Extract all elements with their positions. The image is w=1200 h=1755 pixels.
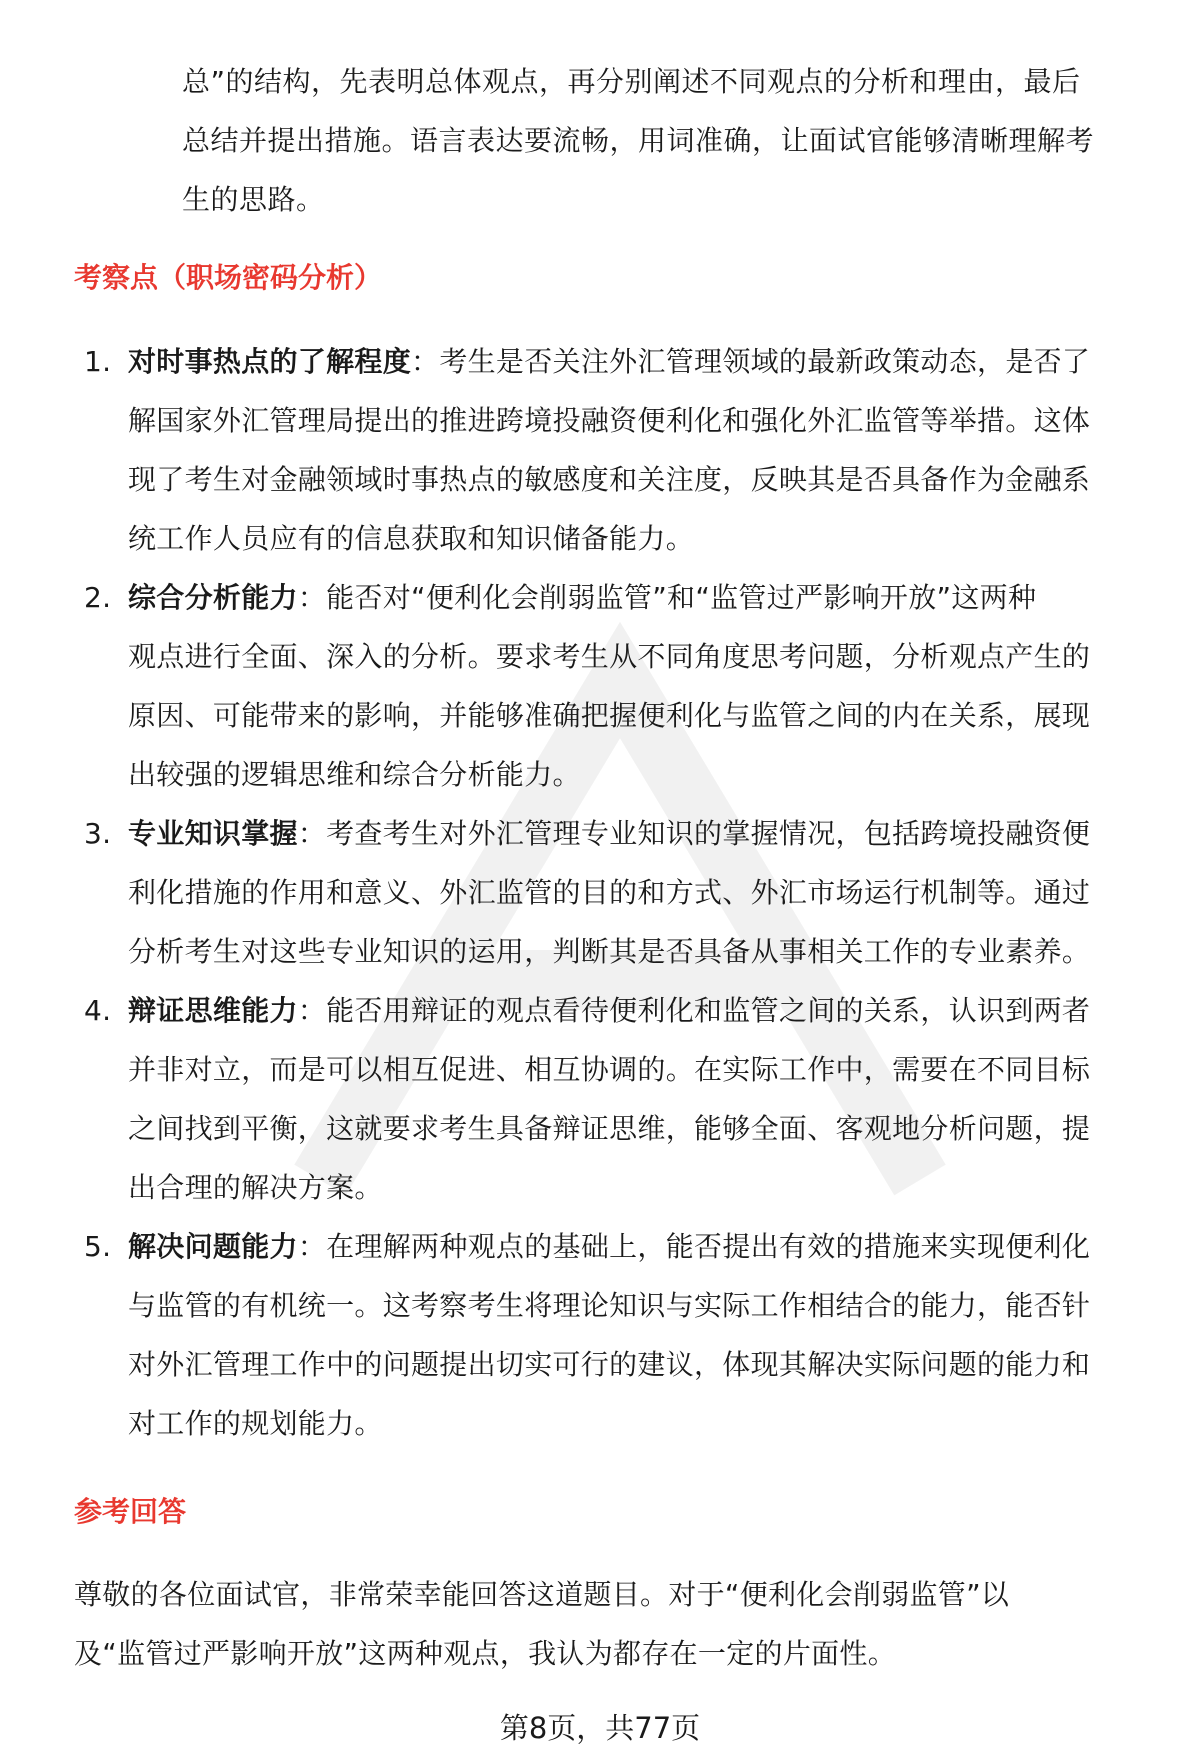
item-text-line: 解国家外汇管理局提出的推进跨境投融资便利化和强化外汇监管等举措。这体 [128, 404, 1091, 437]
item-text-line: 分析考生对这些专业知识的运用，判断其是否具备从事相关工作的专业素养。 [128, 935, 1091, 968]
item-text-line: 出较强的逻辑思维和综合分析能力。 [128, 758, 581, 791]
item-text-line: 原因、可能带来的影响，并能够准确把握便利化与监管之间的内在关系，展现 [128, 699, 1091, 732]
intro-line: 总结并提出措施。语言表达要流畅，用词准确，让面试官能够清晰理解考 [182, 124, 1095, 157]
item-title: 对时事热点的了解程度 [128, 345, 412, 378]
item-number: 1. [84, 345, 112, 378]
list-item [74, 332, 1144, 568]
item-text-line: 之间找到平衡，这就要求考生具备辩证思维，能够全面、客观地分析问题，提 [128, 1112, 1091, 1145]
answer-line: 及“监管过严影响开放”这两种观点，我认为都存在一定的片面性。 [74, 1637, 897, 1670]
item-text-line: ：能否对“便利化会削弱监管”和“监管过严影响开放”这两种 [297, 581, 1037, 614]
item-title: 辩证思维能力 [128, 994, 298, 1027]
answer-paragraph [74, 1565, 1144, 1683]
answer-line: 尊敬的各位面试官，非常荣幸能回答这道题目。对于“便利化会削弱监管”以 [74, 1578, 1010, 1611]
intro-paragraph [182, 52, 1142, 229]
item-text-line: 现了考生对金融领域时事热点的敏感度和关注度，反映其是否具备作为金融系 [128, 463, 1091, 496]
item-text-line: ：能否用辩证的观点看待便利化和监管之间的关系，认识到两者 [297, 994, 1091, 1027]
page-number: 第8页，共77页 [499, 1711, 701, 1745]
points-list [74, 332, 1144, 1453]
item-text-line: 并非对立，而是可以相互促进、相互协调的。在实际工作中，需要在不同目标 [128, 1053, 1091, 1086]
item-number: 4. [84, 994, 112, 1027]
item-text-line: ：考查考生对外汇管理专业知识的掌握情况，包括跨境投融资便 [297, 817, 1091, 850]
item-text-line: ：考生是否关注外汇管理领域的最新政策动态，是否了 [411, 345, 1091, 378]
intro-line: 生的思路。 [182, 183, 325, 216]
section-heading-points: 考察点（职场密码分析） [74, 261, 383, 294]
list-item [74, 568, 1144, 804]
item-text-line: 观点进行全面、深入的分析。要求考生从不同角度思考问题，分析观点产生的 [128, 640, 1091, 673]
item-title: 专业知识掌握 [128, 817, 298, 850]
item-title: 解决问题能力 [128, 1230, 298, 1263]
list-item [74, 804, 1144, 981]
item-number: 5. [84, 1230, 112, 1263]
item-text-line: 出合理的解决方案。 [128, 1171, 383, 1204]
item-text-line: 对工作的规划能力。 [128, 1407, 383, 1440]
item-text-line: 与监管的有机统一。这考察考生将理论知识与实际工作相结合的能力，能否针 [128, 1289, 1091, 1322]
item-title: 综合分析能力 [128, 581, 298, 614]
item-number: 2. [84, 581, 112, 614]
list-item [74, 1217, 1144, 1453]
item-text-line: ：在理解两种观点的基础上，能否提出有效的措施来实现便利化 [297, 1230, 1091, 1263]
item-text-line: 统工作人员应有的信息获取和知识储备能力。 [128, 522, 695, 555]
item-number: 3. [84, 817, 112, 850]
item-text-line: 对外汇管理工作中的问题提出切实可行的建议，体现其解决实际问题的能力和 [128, 1348, 1091, 1381]
list-item [74, 981, 1144, 1217]
item-text-line: 利化措施的作用和意义、外汇监管的目的和方式、外汇市场运行机制等。通过 [128, 876, 1091, 909]
section-heading-answer: 参考回答 [74, 1495, 187, 1528]
intro-line: 总”的结构，先表明总体观点，再分别阐述不同观点的分析和理由，最后 [182, 65, 1081, 98]
